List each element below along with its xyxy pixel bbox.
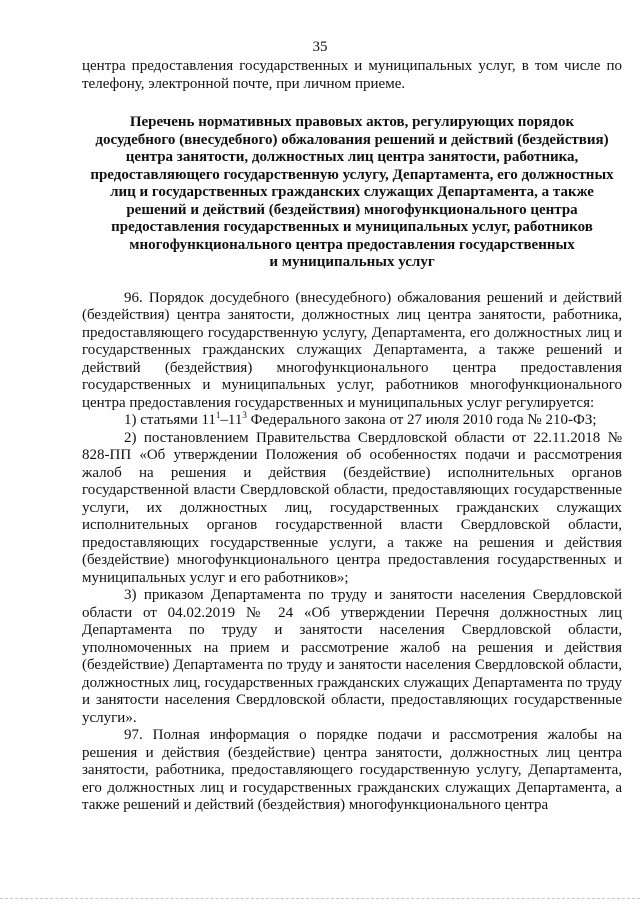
page-number: 35 bbox=[312, 39, 328, 55]
heading-line: предоставляющего государственную услугу, Департамента, его должностных bbox=[90, 166, 614, 183]
document-body bbox=[82, 58, 622, 815]
item1-dash: –11 bbox=[220, 412, 243, 428]
heading-line: многофункционального центра предоставления государственных bbox=[129, 236, 575, 253]
page-bottom-divider bbox=[0, 898, 640, 899]
heading-line: и муниципальных услуг bbox=[269, 254, 435, 270]
heading-line: решений и действий (бездействия) многофункционального центра bbox=[126, 201, 578, 218]
paragraph-97: 97. Полная информация о порядке подачи и рассмотрения жалобы на решения и действия (бездействие) центра занятости, должностных лиц центра занятости, работника, предоставляющего государственную услугу, Департамента, его должностных лиц и государственных гражданских служащих Департамента, а также решений и действий (бездействия) многофункционального центра bbox=[82, 727, 622, 813]
item1-superscript-2: 3 bbox=[242, 410, 247, 420]
item1-superscript-1: 1 bbox=[215, 410, 221, 420]
list-item-3: 3) приказом Департамента по труду и занятости населения Свердловской области от 04.02.2019 № 24 «Об утверждении Перечня должностных лиц Департамента по труду и занятости населения Свердловской области, уполномоченных на прием и рассмотрение жалоб на решения и действия (бездействие) Департамента по труду и занятости населения Свердловской области, должностных лиц, государственных гражданских служащих Департамента по труду и занятости населения Свердловской области, предоставляющих государственные услуги». bbox=[82, 587, 622, 726]
heading-line: Перечень нормативных правовых актов, регулирующих порядок bbox=[129, 114, 575, 130]
heading-line: предоставления государственных и муниципальных услуг, работников bbox=[111, 219, 593, 235]
heading-line: лиц и государственных гражданских служащих Департамента, а также bbox=[110, 184, 594, 200]
item1-suffix: Федерального закона от 27 июля 2010 года № 210-ФЗ; bbox=[246, 412, 597, 428]
list-item-2: 2) постановлением Правительства Свердловской области от 22.11.2018 № 828-ПП «Об утверждении Положения об особенностях подачи и рассмотрения жалоб на решения и действия (бездействие) исполнительных органов государственной власти Свердловской области, предоставляющих государственные услуги, их должностных лиц, государственных гражданских служащих исполнительных органов государственной власти Свердловской области, предоставляющих государственные услуги, а также на решения и действия (бездействие) многофункционального центра предоставления государственных и муниципальных услуг и его работников»; bbox=[82, 429, 622, 586]
intro-paragraph: центра предоставления государственных и муниципальных услуг, в том числе по телефону, электронной почте, при личном приеме. bbox=[82, 58, 622, 92]
item1-prefix: 1) статьями 11 bbox=[124, 412, 216, 428]
paragraph-96: 96. Порядок досудебного (внесудебного) обжалования решений и действий (бездействия) центра занятости, должностных лиц центра занятости, работника, предоставляющего государственную услугу, Департамента, его должностных лиц и государственных гражданских служащих Департамента, а также решений и действий (бездействия) многофункционального центра предоставления государственных и муниципальных услуг, работников многофункционального центра предоставления государственных и муниципальных услуг регулируется: bbox=[82, 289, 622, 411]
list-item-1 bbox=[82, 412, 622, 430]
heading-line: центра занятости, должностных лиц центра занятости, работника, bbox=[125, 149, 579, 165]
heading-line: досудебного (внесудебного) обжалования решений и действий (бездействия) bbox=[95, 131, 609, 148]
section-heading bbox=[82, 114, 622, 272]
